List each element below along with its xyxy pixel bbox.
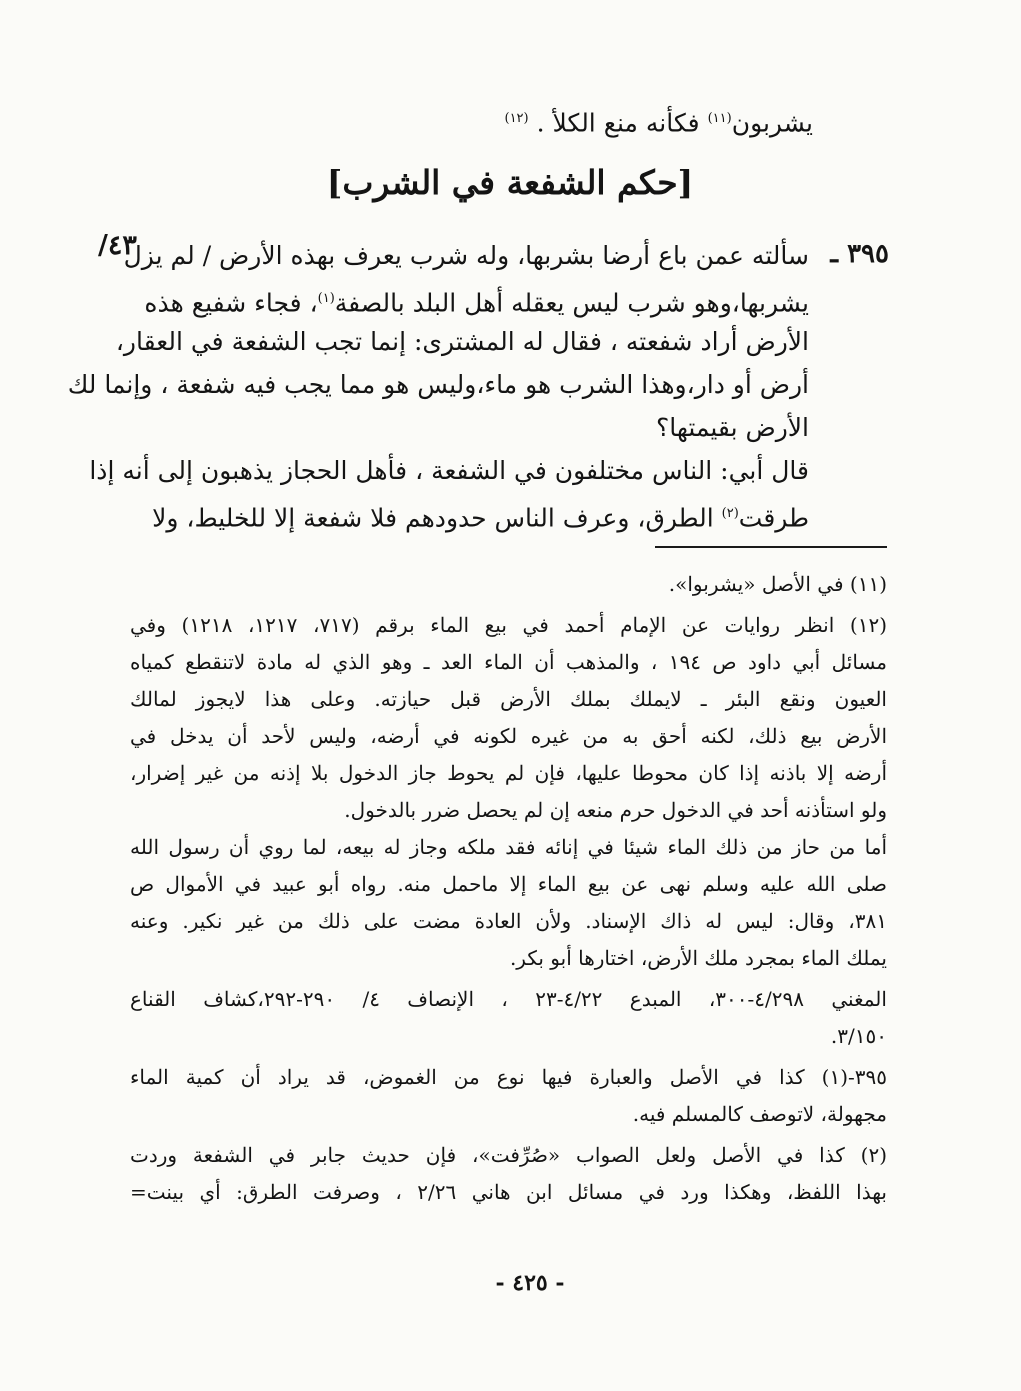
text-line: قال أبي: الناس مختلفون في الشفعة ، فأهل الحجاز يذهبون إلى أنه إذا	[89, 456, 809, 485]
section-number: ٣٩٥ ـ	[830, 239, 889, 269]
footnote-marker: (١١)	[707, 111, 732, 126]
footnote-line: العيون ونقع البئر ـ لايملك بملك الأرض قبل حيازته. وعلى هذا لايجوز لمالك	[130, 687, 887, 711]
continuation-line	[253, 100, 813, 142]
text-segment: طرقت	[738, 503, 809, 533]
continuation-tail: فكأنه منع الكلأ .	[536, 108, 708, 138]
footnote-line: مجهولة، لاتوصف كالمسلم فيه.	[632, 1102, 887, 1126]
footnote-line: ٣٨١، وقال: ليس له ذاك الإسناد. ولأن العادة مضت على ذلك من غير نكير. وعنه	[130, 909, 887, 933]
text-segment: ، فجاء شفيع هذه	[144, 288, 318, 318]
footnote	[130, 566, 887, 603]
footnote	[130, 829, 887, 977]
footnote-line: ٣٩٥-(١) كذا في الأصل والعبارة فيها نوع من الغموض، قد يراد أن كمية الماء	[130, 1065, 887, 1089]
footnote	[130, 981, 887, 1055]
footnote-line: (٢) كذا في الأصل ولعل الصواب «صُرِّفت»، فإن حديث جابر في الشفعة وردت	[130, 1143, 887, 1167]
footnote-separator	[655, 546, 887, 548]
footnote-marker: (١٢)	[504, 111, 529, 126]
footnote-line: بهذا اللفظ، وهكذا ورد في مسائل ابن هاني ٢/٢٦ ، وصرفت الطرق: أي بينت=	[130, 1180, 887, 1204]
text-line: أرض أو دار،وهذا الشرب هو ماء،وليس هو مما يجب فيه شفعة ، وإنما لك	[67, 370, 809, 399]
footnote	[130, 1137, 887, 1211]
footnote-line: ولو استأذنه أحد في الدخول حرم منعه إن لم يحصل ضرر بالدخول.	[344, 798, 887, 822]
footnote	[130, 1059, 887, 1133]
section-heading: [حكم الشفعة في الشرب]	[326, 163, 694, 202]
page-number: - ٤٢٥ -	[495, 1270, 565, 1296]
text-line	[144, 277, 809, 320]
text-line: الأرض بقيمتها؟	[655, 413, 809, 442]
text-segment: الطرق، وعرف الناس حدودهم فلا شفعة إلا للخليط، ولا	[152, 503, 722, 533]
footnotes	[130, 566, 887, 1211]
footnote-line: (١١) في الأصل «يشربوا».	[668, 572, 887, 596]
footnote-line: مسائل أبي داود ص ١٩٤ ، والمذهب أن الماء العد ـ وهو الذي له مادة لاتنقطع كمياه	[130, 650, 888, 674]
footnote-line: صلى الله عليه وسلم نهى عن بيع الماء إلا ماحمل منه. رواه أبو عبيد في الأموال ص	[130, 872, 887, 896]
footnote-line: الأرض بيع ذلك، لكنه أحق به من غيره لكونه في أرضه، وليس لأحد أن يدخل في	[130, 724, 887, 748]
footnote-line: أرضه إلا باذنه إذا كان محوطا عليها، فإن لم يحوط جاز الدخول بلا إذنه من غير إضرار،	[130, 761, 887, 785]
footnote-line: المغني ٤/٢٩٨-٣٠٠، المبدع ٤/٢٢-٢٣ ، الإنصاف ٤/ ٢٩٠-٢٩٢،كشاف القناع	[130, 987, 887, 1011]
margin-folio-reference: ٤٣/	[98, 230, 137, 261]
footnote-marker: (١)	[317, 291, 335, 306]
text-line	[152, 492, 809, 535]
footnote-line: يملك الماء بمجرد ملك الأرض، اختارها أبو بكر.	[509, 946, 887, 970]
footnote-line: (١٢) انظر روايات عن الإمام أحمد في بيع الماء برقم (٧١٧، ١٢١٧، ١٢١٨) وفي	[130, 613, 887, 637]
text-line: الأرض أراد شفعته ، فقال له المشترى: إنما تجب الشفعة في العقار،	[115, 327, 809, 356]
footnote-marker: (٢)	[721, 506, 739, 521]
footnote-line: ٣/١٥٠.	[830, 1024, 887, 1048]
text-line: سألته عمن باع أرضا بشربها، وله شرب يعرف بهذه الأرض / لم يزل	[123, 241, 809, 270]
text-segment: يشربها،وهو شرب ليس يعقله أهل البلد بالصفة	[334, 288, 809, 318]
footnote-line: أما من حاز من ذلك الماء شيئا في إنائه فقد ملكه وجاز له بيعه، لما روي أن رسول الله	[130, 835, 887, 859]
continuation-text: يشربون	[731, 108, 813, 138]
footnote	[130, 607, 887, 829]
